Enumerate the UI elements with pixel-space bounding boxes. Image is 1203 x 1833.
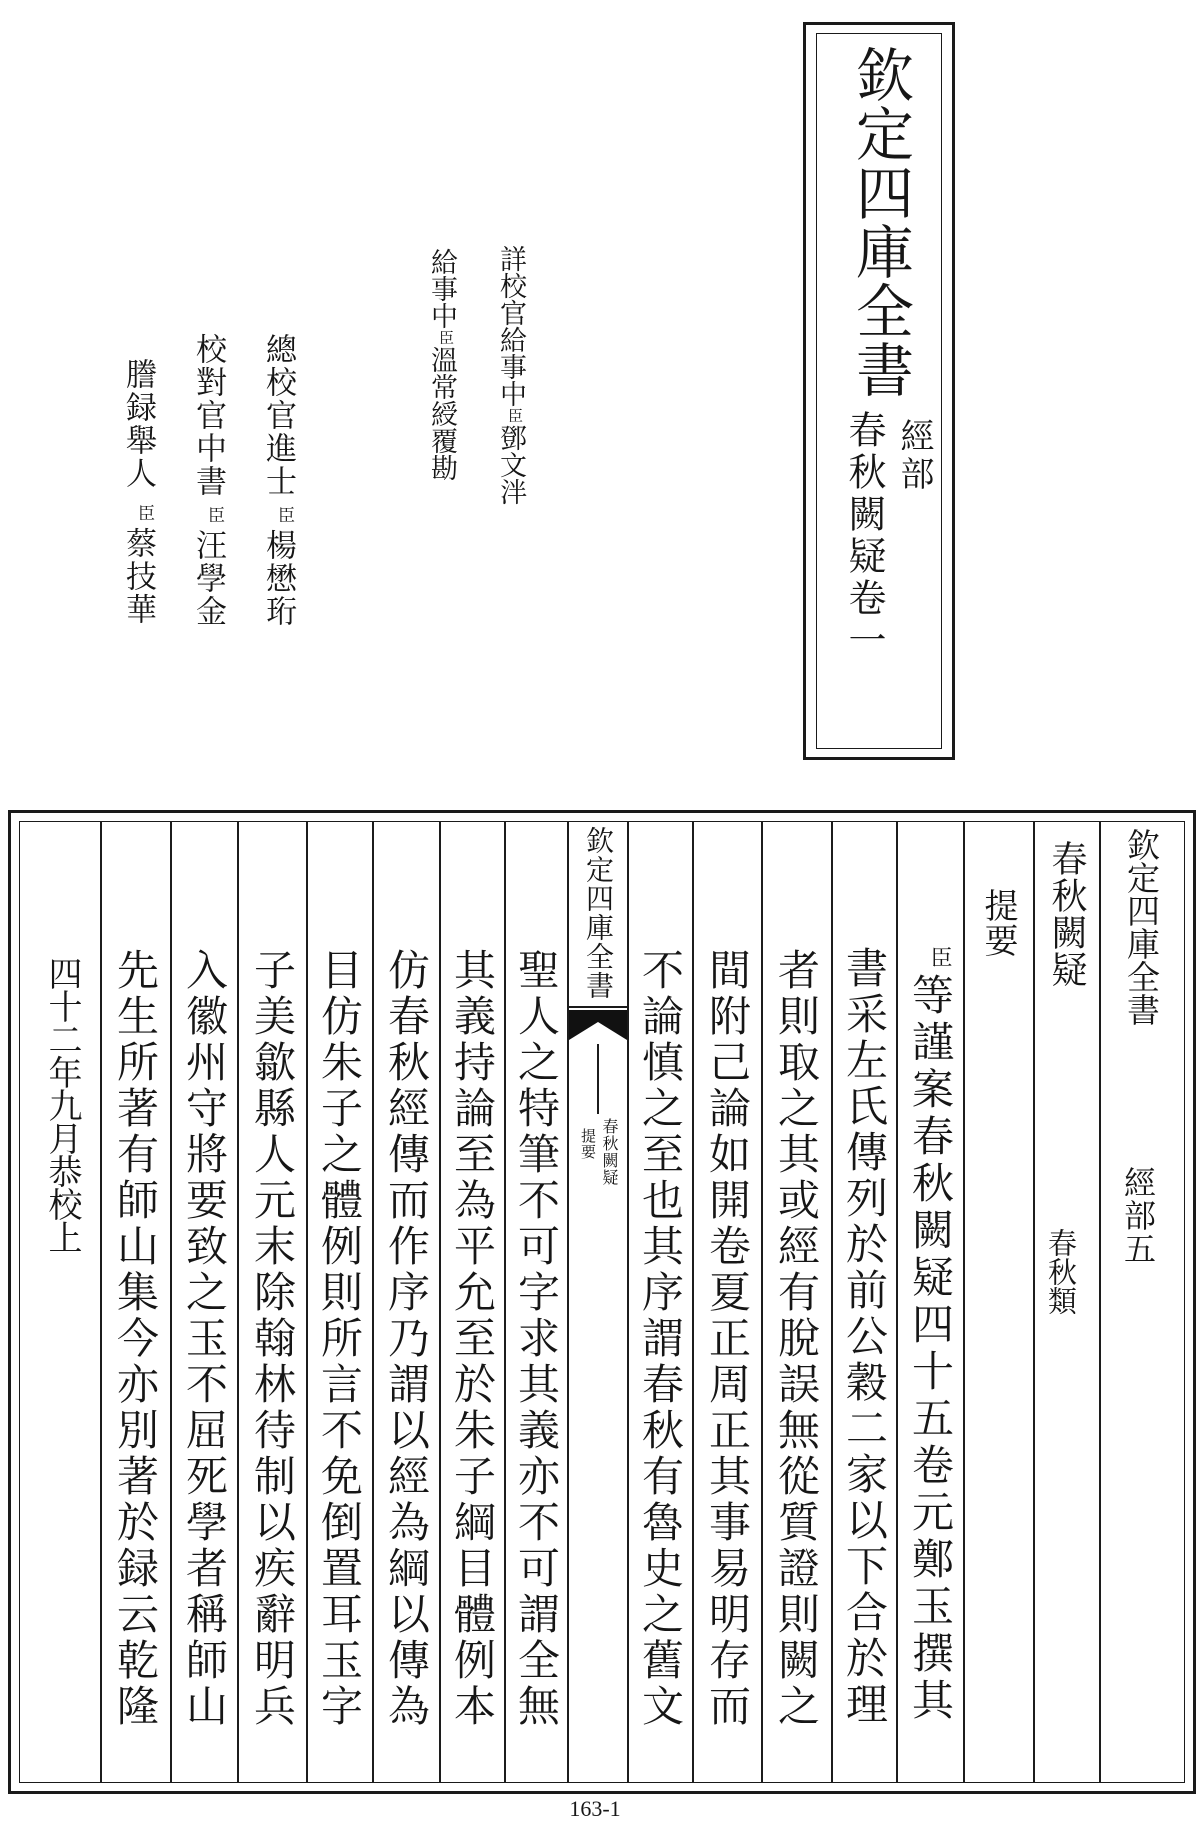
volume-label: 春秋闕疑卷一 (842, 410, 886, 662)
column-rule (692, 821, 694, 1783)
body-text: 者則取之其或經有脫誤無從質證則闕之 (772, 948, 821, 1730)
official-small-char: 臣 (134, 504, 154, 523)
body-text: 聖人之特筆不可字求其義亦不可謂全無 (512, 948, 561, 1730)
column-rule (237, 821, 239, 1783)
body-text: 四十二年九月恭校上 (42, 956, 82, 1253)
body-column (512, 948, 561, 1730)
gutter-rule (567, 821, 569, 1783)
page-heading: 提要 (978, 888, 1018, 958)
official-line (120, 358, 156, 626)
body-text: 子美歙縣人元末除翰林待制以疾辭明兵 (248, 948, 297, 1730)
body-text: 仿春秋經傳而作序乃謂以經為綱以傳為 (382, 948, 431, 1730)
official-title: 校對官中書 (190, 333, 226, 498)
body-column (772, 948, 821, 1730)
official-line (428, 248, 455, 481)
official-title: 給事中 (426, 248, 457, 329)
body-text: 等謹案春秋闕疑四十五卷元鄭玉撰其 (906, 973, 955, 1725)
official-title: 謄録舉人 (120, 358, 156, 490)
official-line (497, 245, 524, 505)
body-column (703, 948, 752, 1730)
body-small-char: 臣 (927, 946, 952, 973)
body-column (382, 948, 431, 1730)
official-small-char: 臣 (204, 506, 224, 525)
body-text: 先生所著有師山集今亦別著於録云乾隆 (111, 948, 160, 1730)
official-title: 詳校官給事中 (495, 245, 526, 407)
page-series-title: 欽定四庫全書 (1122, 828, 1161, 1026)
official-name: 蔡技華 (120, 527, 156, 626)
body-text: 間附己論如開卷夏正周正其事易明存而 (703, 948, 752, 1730)
official-line (190, 333, 226, 628)
page-division: 經部五 (1119, 1166, 1157, 1265)
body-text: 其義持論至為平允至於朱子綱目體例本 (448, 948, 497, 1730)
column-rule (372, 821, 374, 1783)
body-column (248, 948, 297, 1730)
body-column (840, 946, 889, 1728)
body-column (180, 948, 229, 1730)
page-book-title: 春秋闕疑 (1046, 840, 1087, 988)
column-rule (1099, 821, 1101, 1783)
official-line (260, 333, 296, 628)
body-column (448, 948, 497, 1730)
body-column-date (42, 956, 82, 1253)
page-category: 春秋類 (1044, 1228, 1078, 1315)
official-name: 汪學金 (190, 529, 226, 628)
gutter-section: 提要 (579, 1128, 597, 1160)
column-rule (170, 821, 172, 1783)
page-number: 163-1 (569, 1796, 621, 1821)
column-rule (439, 821, 441, 1783)
column-rule (1033, 821, 1035, 1783)
column-rule (963, 821, 965, 1783)
body-text: 書采左氏傳列於前公穀二家以下合於理 (840, 946, 889, 1728)
column-rule (896, 821, 898, 1783)
gutter-book-title: 春秋闕疑 (600, 1118, 619, 1186)
official-small-char: 臣 (506, 408, 524, 423)
body-column (636, 948, 685, 1730)
body-column (315, 948, 364, 1730)
column-rule (504, 821, 506, 1783)
collection-title: 欽定四庫全書 (846, 45, 914, 399)
fish-tail-mark (569, 1006, 627, 1044)
body-column (111, 948, 160, 1730)
official-small-char: 臣 (437, 330, 455, 345)
section-label: 經部 (894, 418, 934, 494)
body-column (906, 946, 955, 1725)
official-name: 楊懋珩 (260, 529, 296, 628)
body-text: 目仿朱子之體例則所言不免倒置耳玉字 (315, 948, 364, 1730)
gutter-center-rule (597, 1044, 599, 1114)
column-rule (100, 821, 102, 1783)
column-rule (761, 821, 763, 1783)
official-name: 鄧文泮 (495, 424, 526, 505)
column-rule (831, 821, 833, 1783)
body-text: 不論慎之至也其序謂春秋有魯史之舊文 (636, 948, 685, 1730)
gutter-rule (627, 821, 629, 1783)
body-text: 入徽州守將要致之玉不屈死學者稱師山 (180, 948, 229, 1730)
column-rule (306, 821, 308, 1783)
gutter-series-title: 欽定四庫全書 (582, 826, 615, 1000)
official-title: 總校官進士 (260, 333, 296, 498)
official-small-char: 臣 (274, 506, 294, 525)
official-name: 溫常綬覆勘 (426, 346, 457, 481)
